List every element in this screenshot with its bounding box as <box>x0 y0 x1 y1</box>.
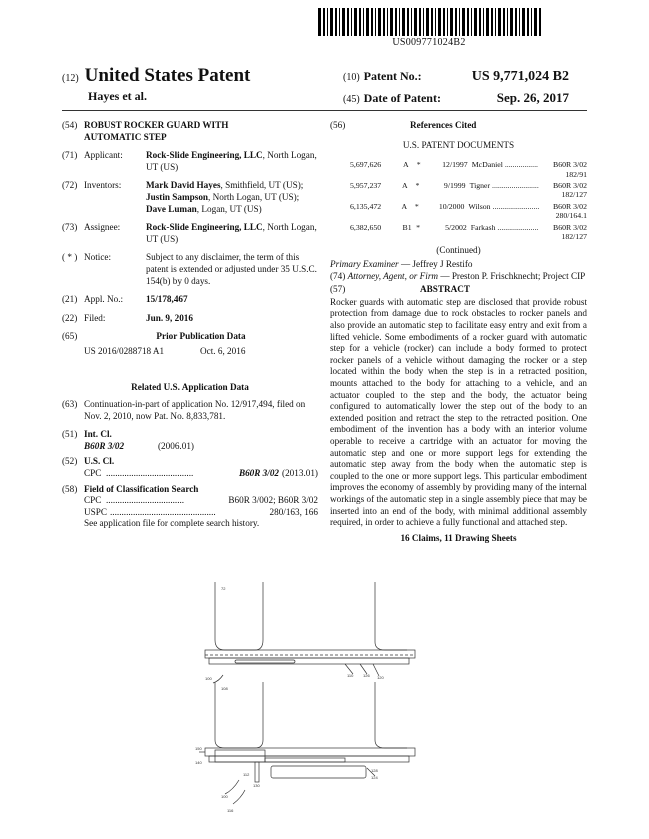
reference-class-secondary: 182/127 <box>561 232 587 242</box>
invention-title-l1: ROBUST ROCKER GUARD WITH <box>84 120 229 130</box>
barcode-bar <box>395 8 397 36</box>
barcode-bar <box>351 8 352 36</box>
barcode-bar <box>438 8 441 36</box>
barcode-bar <box>527 8 529 36</box>
notice-field: ( * ) Notice: Subject to any disclaimer, the term of this patent is extended or adjusted under 35 U.S.C. 154(b) by 0 days. <box>62 252 317 286</box>
patent-drawing <box>195 580 415 825</box>
applicant-name: Rock-Slide Engineering, LLC <box>146 150 263 161</box>
drawing-label-j: 130 <box>253 783 260 788</box>
barcode-bar <box>483 8 484 36</box>
drawing-label-b: 100 <box>205 676 212 681</box>
header-right <box>343 69 569 111</box>
reference-row: 6,382,650 B1 * 5/2002 Farkash ..................... B60R 3/02 <box>350 222 588 232</box>
barcode-bar <box>366 8 369 36</box>
drawing-label-k: 124 <box>371 775 378 780</box>
barcode-bar <box>455 8 457 36</box>
barcode-bar <box>435 8 436 36</box>
drawing-slot-top <box>235 660 295 663</box>
drawing-label-h: 100 <box>221 794 228 799</box>
invention-title-l2: AUTOMATIC STEP <box>84 131 167 142</box>
barcode-bar <box>327 8 328 36</box>
drawing-slot-bottom <box>265 758 345 762</box>
code-12: (12) <box>62 73 79 84</box>
continued: (Continued) <box>436 245 481 256</box>
us-cl-field: (52) U.S. Cl. CPC ...................................... B60R 3/02 (2013.01) <box>62 456 318 479</box>
barcode-bar <box>539 8 541 36</box>
barcode-bar <box>383 8 385 36</box>
drawing-outline-top-right <box>375 582 407 650</box>
barcode-bar <box>426 8 429 36</box>
drawing-support-leg <box>255 762 259 782</box>
field-search: (58) Field of Classification Search CPC .................................. B60R 3/002; B60R 3/02 USPC .............................................. 280/163, 166 See application file for complete search history. <box>62 483 318 529</box>
barcode-number: US009771024B2 <box>392 37 466 48</box>
drawing-label-i: 112 <box>243 772 250 777</box>
barcode-bar <box>378 8 381 36</box>
barcode-bar <box>419 8 421 36</box>
barcode-bar <box>387 8 388 36</box>
int-cl-field: (51) Int. Cl. B60R 3/02 (2006.01) <box>62 429 194 451</box>
filed-field: (22) Filed: Jun. 9, 2016 <box>62 312 193 323</box>
barcode-bar <box>402 8 405 36</box>
drawing-label-c: 110 <box>347 673 354 678</box>
prior-pub-row: US 2016/0288718 A1 Oct. 6, 2016 <box>84 345 246 356</box>
patent-no-code: (10) <box>343 72 360 83</box>
reference-row: 5,697,626 A * 12/1997 McDaniel ................. B60R 3/02 <box>350 160 588 170</box>
date-label: Date of Patent: <box>363 91 441 105</box>
drawing-rocker-top <box>205 650 415 658</box>
reference-class-secondary: 280/164.1 <box>555 211 587 221</box>
barcode-bar <box>534 8 537 36</box>
drawing-label-g: 140 <box>195 760 202 765</box>
barcode-bar <box>459 8 460 36</box>
drawing-outline-bottom-right <box>375 682 407 748</box>
drawing-label-e: 120 <box>377 675 384 680</box>
inventors-short: Hayes et al. <box>88 89 147 103</box>
date-code: (45) <box>343 94 360 105</box>
barcode-bar <box>347 8 349 36</box>
barcode-bar <box>462 8 465 36</box>
barcode-bar <box>531 8 532 36</box>
barcode-bar <box>359 8 361 36</box>
barcode-bar <box>479 8 481 36</box>
barcode <box>318 8 540 36</box>
drawing-outline-bottom-left <box>215 682 263 748</box>
barcode-bar <box>515 8 517 36</box>
barcode-bar <box>371 8 373 36</box>
barcode-bar <box>335 8 337 36</box>
barcode-bar <box>330 8 333 36</box>
inventors-field: (72) Inventors: Mark David Hayes, Smithfield, UT (US); Justin Sampson, North Logan, UT (US); Dave Luman, Logan, UT (US) <box>62 180 304 214</box>
cip-field: (63) Continuation-in-part of application No. 12/917,494, filed on Nov. 2, 2010, now Pat. No. 8,833,781. <box>62 399 306 421</box>
barcode-bar <box>323 8 325 36</box>
references-heading: (56) References Cited <box>330 120 477 130</box>
title-field: (54) ROBUST ROCKER GUARD WITH AUTOMATIC STEP <box>62 120 229 142</box>
barcode-bar <box>471 8 472 36</box>
drawing-outline-top-left <box>215 582 263 650</box>
claims-count: 16 Claims, 11 Drawing Sheets <box>400 532 517 543</box>
abstract-heading: (57) ABSTRACT <box>330 284 471 295</box>
reference-class-secondary: 182/91 <box>565 169 587 179</box>
drawing-rocker-bottom <box>205 748 415 756</box>
patent-no-label: Patent No.: <box>363 69 422 83</box>
barcode-bar <box>423 8 424 36</box>
drawing-label-n: 108 <box>221 686 228 691</box>
patent-date: Sep. 26, 2017 <box>496 90 569 105</box>
barcode-bar <box>399 8 400 36</box>
reference-class-secondary: 182/127 <box>561 190 587 200</box>
barcode-bar <box>519 8 520 36</box>
drawing-rail-bottom <box>209 756 409 762</box>
barcode-bar <box>318 8 321 36</box>
patent-title-heading: United States Patent <box>84 65 251 86</box>
barcode-bar <box>354 8 357 36</box>
applicant-field: (71) Applicant: Rock-Slide Engineering, LLC, North Logan, UT (US) <box>62 150 317 172</box>
barcode-bar <box>467 8 469 36</box>
header-left <box>62 65 250 104</box>
barcode-bar <box>411 8 412 36</box>
barcode-bar <box>407 8 409 36</box>
attorney: (74) Attorney, Agent, or Firm — Preston P. Frischknecht; Project CIP <box>330 270 586 281</box>
drawing-label-l: 128 <box>371 768 378 773</box>
patent-number: US 9,771,024 B2 <box>471 69 569 84</box>
barcode-bar <box>503 8 505 36</box>
barcode-bar <box>474 8 477 36</box>
barcode-bar <box>431 8 433 36</box>
barcode-bar <box>486 8 489 36</box>
barcode-bar <box>443 8 445 36</box>
drawing-label-a: 72 <box>221 586 226 591</box>
barcode-bar <box>363 8 364 36</box>
reference-list <box>330 160 587 241</box>
drawing-step <box>271 766 366 778</box>
examiner: Primary Examiner — Jeffrey J Restifo <box>330 259 473 270</box>
abstract-text: Rocker guards with automatic step are disclosed that provide robust protection from damage due to rock obstacles to rocker panels and also provide an automatic step to facilitate easy entry and exit from a lifted vehicle. Some embodiments of a rocker guard with automatic step for a vehicle (rocker) can include a body formed to protect rocker panels of a vehicle without damaging the rocker or a step located within the body when the step is in a retracted position, mounts attached to the body for attaching to a vehicle, and an actuator coupled to the step and the body, the actuator being configured to automatically lower the step out of the body to an extended position and retract the step to the retracted position. One embodiment of the invention has a body with an interior volume operable to receive a cartridge with an actuator for moving the automatic step and one or more support legs for extending the automatic step away from the body when the automatic step is coupled to the one or more support legs. This particular embodiment improves the economy of assembly by providing many of the internal workings of the automatic step in a single assembly piece that may be inserted into an end of the body, with minimal additional assembly required, in order to achieve a fully functional and attached step. <box>330 296 587 528</box>
right-column <box>330 120 587 544</box>
barcode-bar <box>450 8 453 36</box>
drawing-label-f: 150 <box>195 746 202 751</box>
barcode-bar <box>491 8 493 36</box>
appl-no-field: (21) Appl. No.: 15/178,467 <box>62 294 188 305</box>
reference-row: 6,135,472 A * 10/2000 Wilson ........................ B60R 3/02 <box>350 201 587 211</box>
barcode-bar <box>510 8 513 36</box>
assignee-field: (73) Assignee: Rock-Slide Engineering, LLC, North Logan, UT (US) <box>62 222 317 244</box>
barcode-bar <box>339 8 340 36</box>
us-patent-documents: U.S. PATENT DOCUMENTS <box>402 139 515 150</box>
drawing-label-d: 126 <box>363 673 370 678</box>
barcode-bar <box>495 8 496 36</box>
drawing-label-m: 116 <box>227 808 234 813</box>
barcode-bar <box>342 8 345 36</box>
prior-pub-field: (65) Prior Publication Data <box>62 331 246 342</box>
left-column <box>62 120 318 537</box>
reference-row: 5,957,237 A * 9/1999 Tigner ........................ B60R 3/02 <box>350 181 587 190</box>
barcode-bar <box>447 8 448 36</box>
related-heading: Related U.S. Application Data <box>131 381 249 392</box>
barcode-bar <box>375 8 376 36</box>
barcode-bar <box>507 8 508 36</box>
barcode-bar <box>522 8 525 36</box>
barcode-bar <box>414 8 417 36</box>
header-rule <box>62 110 587 111</box>
barcode-bar <box>390 8 393 36</box>
barcode-bar <box>498 8 501 36</box>
